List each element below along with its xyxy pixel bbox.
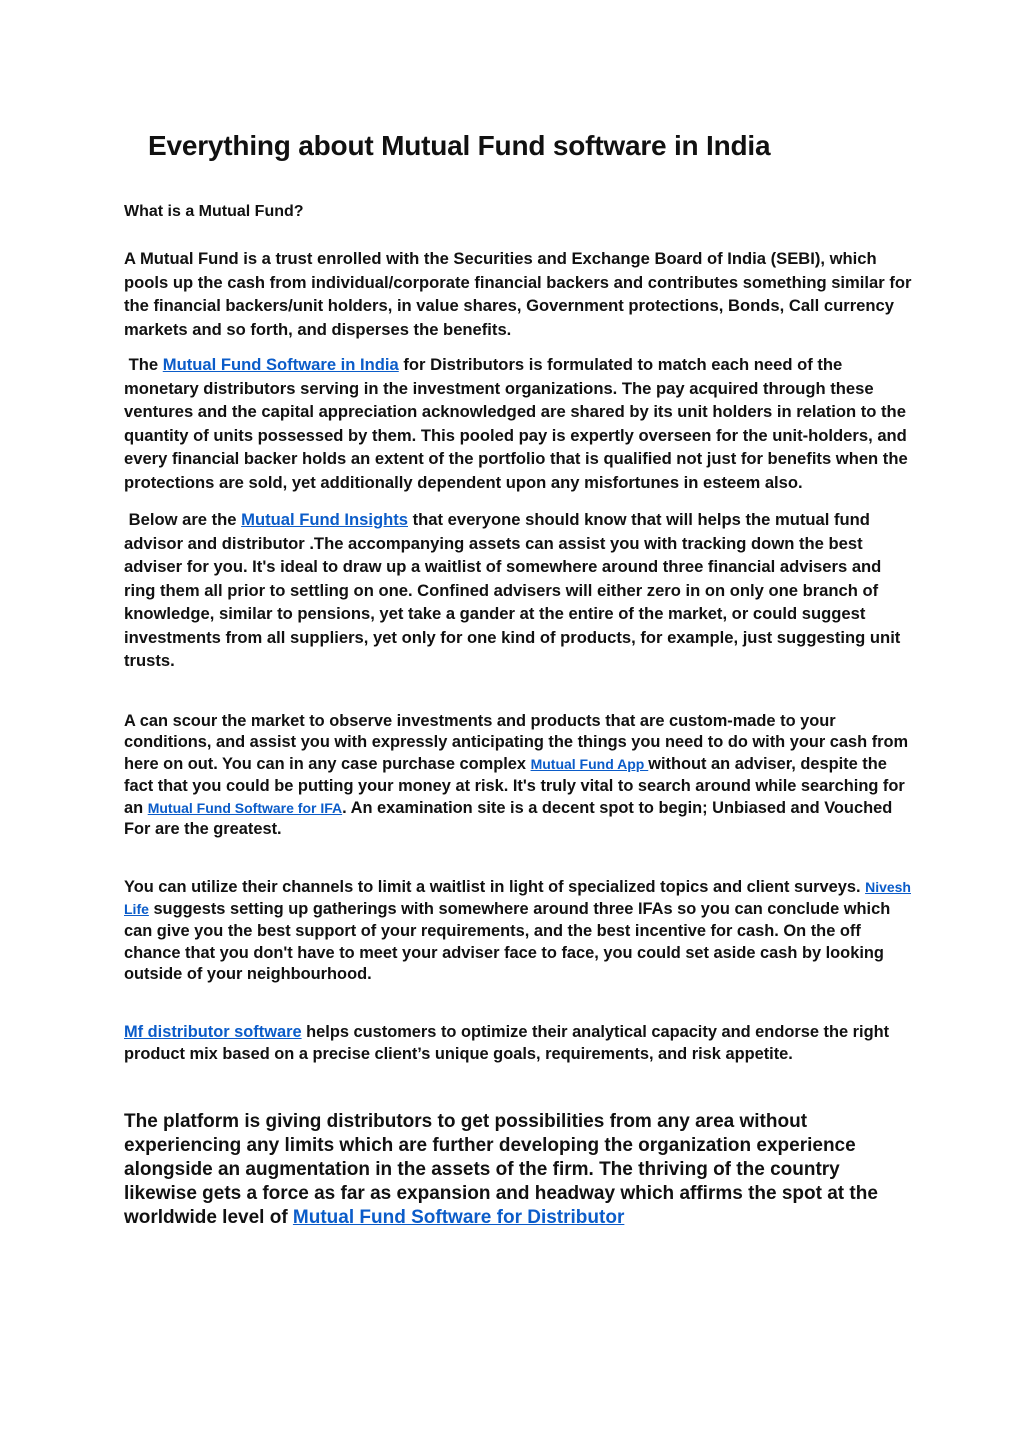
document-body bbox=[124, 200, 914, 1230]
link-nivesh-life[interactable]: Nivesh Life bbox=[124, 879, 911, 918]
paragraph-mf-distributor-software bbox=[124, 1022, 914, 1066]
link-mutual-fund-app[interactable]: Mutual Fund App bbox=[530, 756, 649, 773]
paragraph-text: A can scour the market to observe investments and products that are custom-made to your conditions, and assist you with expressly anticipating the things you need to do with your cash from here on out. You can in any case purchase complex bbox=[124, 711, 909, 774]
paragraph-text: . An examination site is a decent spot to begin; Unbiased and Vouched For are the greatest. bbox=[124, 798, 893, 839]
paragraph-what-is-mutual-fund: A Mutual Fund is a trust enrolled with the Securities and Exchange Board of India (SEBI), which pools up the cash from individual/corporate financial backers and contributes something similar for the financial backers/unit holders, in value shares, Government protections, Bonds, Call currency markets and so forth, and disperses the benefits. bbox=[124, 249, 912, 339]
paragraph-software-for-distributors bbox=[124, 353, 914, 494]
paragraph-text: suggests setting up gatherings with somewhere around three IFAs so you can conclude which can give you the best support of your requirements, and the best incentive for cash. On the off chance that you don't have to meet your adviser face to face, you could set aside cash by looking outside of your neighbourhood. bbox=[124, 900, 891, 984]
paragraph-text: The platform is giving distributors to get possibilities from any area without experiencing any limits which are further developing the organization experience alongside an augmentation in the assets of the firm. The thriving of the country likewise gets a force as far as expansion and headway which affirms the spot at the worldwide level of bbox=[124, 1110, 878, 1228]
paragraph-utilize-channels bbox=[124, 877, 914, 986]
page-title: Everything about Mutual Fund software in India bbox=[148, 130, 771, 161]
paragraph-text: The bbox=[128, 355, 163, 374]
paragraph-scour-the-market bbox=[124, 711, 914, 842]
paragraph-platform-distributors bbox=[124, 1110, 914, 1230]
paragraph-text: without an adviser, despite the fact that you could be putting your money at risk. It's truly vital to search around while searching for an bbox=[124, 755, 905, 817]
paragraph-text: that everyone should know that will helps the mutual fund advisor and distributor .The accompanying assets can assist you with tracking down the best adviser for you. It's ideal to draw up a waitlist of somewhere around three financial advisers and ring them all prior to settling on one. Confined advisers will either zero in on only one branch of knowledge, similar to pensions, yet take a gander at the entire of the market, or could suggest investments from all suppliers, yet only for one kind of products, for example, just suggesting unit trusts. bbox=[124, 510, 901, 670]
paragraph-text: You can utilize their channels to limit a waitlist in light of specialized topics and client surveys. bbox=[124, 878, 866, 897]
section-heading: What is a Mutual Fund? bbox=[124, 203, 304, 220]
link-mutual-fund-software-for-distributor[interactable]: Mutual Fund Software for Distributor bbox=[292, 1206, 625, 1228]
link-mutual-fund-software-for-ifa[interactable]: Mutual Fund Software for IFA bbox=[147, 799, 343, 816]
paragraph-mutual-fund-insights bbox=[124, 508, 914, 673]
link-mf-distributor-software[interactable]: Mf distributor software bbox=[124, 1023, 302, 1042]
paragraph-text: helps customers to optimize their analytical capacity and endorse the right product mix based on a precise client’s unique goals, requirements, and risk appetite. bbox=[124, 1023, 890, 1064]
paragraph-text: Below are the bbox=[128, 510, 242, 529]
link-mutual-fund-insights[interactable]: Mutual Fund Insights bbox=[241, 510, 408, 529]
link-mutual-fund-software-in-india[interactable]: Mutual Fund Software in India bbox=[162, 355, 399, 374]
paragraph-text: for Distributors is formulated to match each need of the monetary distributors serving in the investment organizations. The pay acquired through these ventures and the capital appreciation acknowledged are shared by its unit holders in relation to the quantity of units possessed by them. This pooled pay is expertly overseen for the unit-holders, and every financial backer holds an extent of the portfolio that is qualified not just for benefits when the protections are sold, yet additionally dependent upon any misfortunes in esteem also. bbox=[124, 355, 908, 492]
